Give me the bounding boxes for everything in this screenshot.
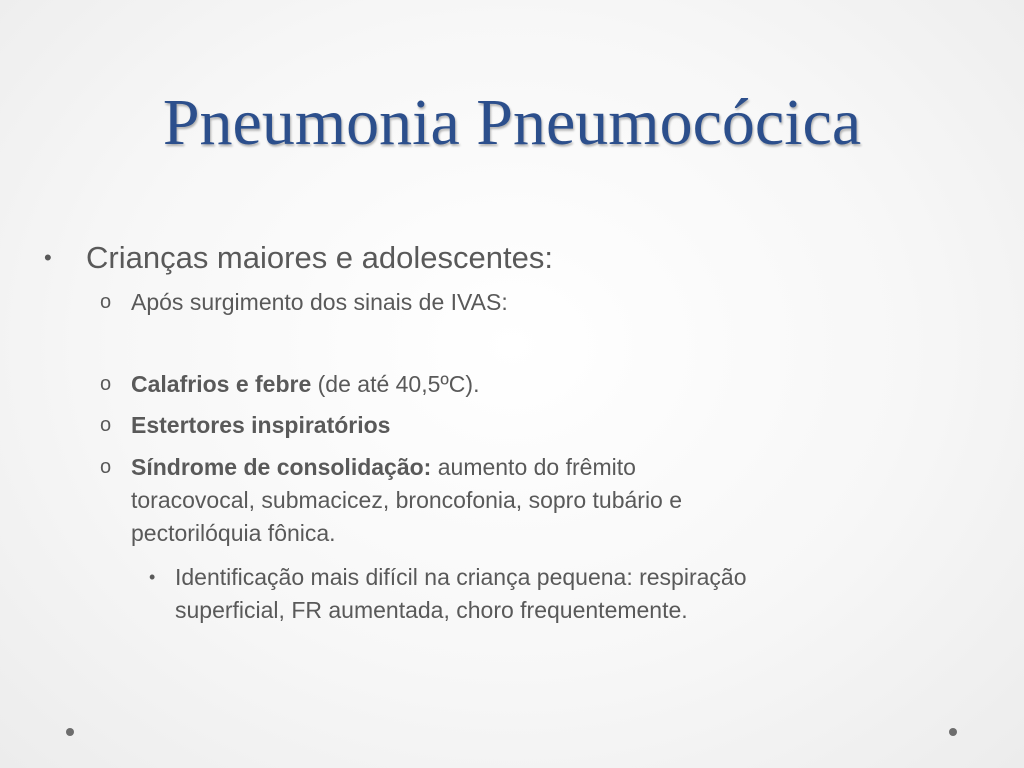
subsub-bullet-identificacao-line2: superficial, FR aumentada, choro frequentemente. (175, 597, 688, 623)
sub-bullet-estertores: Estertores inspiratórios (131, 412, 391, 438)
corner-dot-right (949, 728, 957, 736)
sub-bullet-marker: o (100, 373, 112, 395)
sub-bullet-sindrome-line1: aumento do frêmito (431, 454, 636, 480)
sub-bullet-calafrios (131, 368, 479, 401)
bullet-marker: • (44, 245, 52, 270)
sub-bullet-calafrios-text: (de até 40,5ºC). (311, 371, 480, 397)
sub-bullet-sindrome-line3: pectorilóquia fônica. (131, 520, 336, 546)
sub-bullet-sindrome (131, 451, 636, 484)
subsub-bullet-marker: • (149, 567, 156, 587)
slide-title: Pneumonia Pneumocócica (162, 86, 862, 159)
sub-bullet-marker: o (100, 291, 112, 313)
sub-bullet-calafrios-bold: Calafrios e febre (131, 371, 312, 397)
bullet-crianca-maiores: Crianças maiores e adolescentes: (86, 240, 553, 275)
corner-dot-left (66, 728, 74, 736)
sub-bullet-sindrome-line2: toracovocal, submacicez, broncofonia, sopro tubário e (131, 487, 683, 513)
subsub-bullet-identificacao-line1: Identificação mais difícil na criança pequena: respiração (175, 564, 747, 590)
sub-bullet-apos-surgimento: Após surgimento dos sinais de IVAS: (131, 289, 508, 315)
sub-bullet-sindrome-bold: Síndrome de consolidação: (131, 454, 432, 480)
sub-bullet-marker: o (100, 414, 112, 436)
sub-bullet-marker: o (100, 456, 112, 478)
